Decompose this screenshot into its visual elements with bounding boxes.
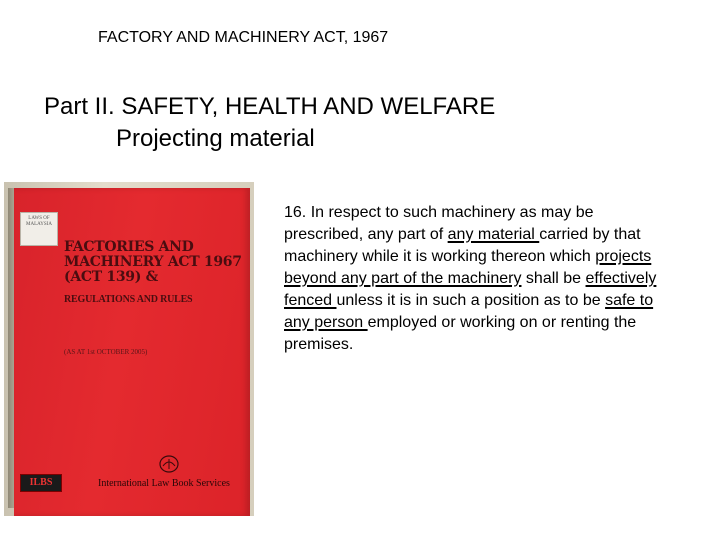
underlined-phrase-safe-to-any-person: safe to any person	[284, 292, 654, 331]
publisher-emblem-icon	[158, 454, 180, 474]
text-run: shall be	[521, 270, 586, 287]
section-16-text	[284, 202, 676, 356]
book-title-line: (ACT 139) &	[64, 269, 158, 285]
section-title: Projecting material	[116, 125, 315, 152]
book-title-line: FACTORIES AND	[64, 239, 194, 255]
part-title: Part II. SAFETY, HEALTH AND WELFARE	[44, 93, 496, 120]
book-title-line: MACHINERY ACT 1967	[64, 254, 242, 270]
underlined-phrase-effectively-fenced: effectively fenced	[284, 270, 657, 309]
text-run: 16. In respect to such machinery as may be prescribed, any part of	[284, 204, 594, 243]
book-date: (AS AT 1st OCTOBER 2005)	[64, 348, 148, 356]
book-title	[64, 240, 244, 285]
publisher-logo: ILBS	[20, 474, 62, 492]
text-run: carried by that machinery while it is working thereon which	[284, 226, 641, 265]
underlined-phrase-any-material: any material	[447, 226, 540, 243]
book-cover-photo	[4, 182, 254, 516]
book-subtitle: REGULATIONS AND RULES	[64, 294, 193, 305]
book-label: LAWS OF MALAYSIA	[20, 212, 58, 246]
act-title: FACTORY AND MACHINERY ACT, 1967	[98, 29, 389, 46]
text-run: employed or working on or renting the premises.	[284, 314, 637, 353]
text-run: unless it is in such a position as to be	[336, 292, 606, 309]
book-cover	[14, 188, 250, 516]
publisher-name: International Law Book Services	[98, 478, 230, 489]
underlined-phrase-projects-beyond: projects beyond any part of the machinery	[284, 248, 652, 287]
